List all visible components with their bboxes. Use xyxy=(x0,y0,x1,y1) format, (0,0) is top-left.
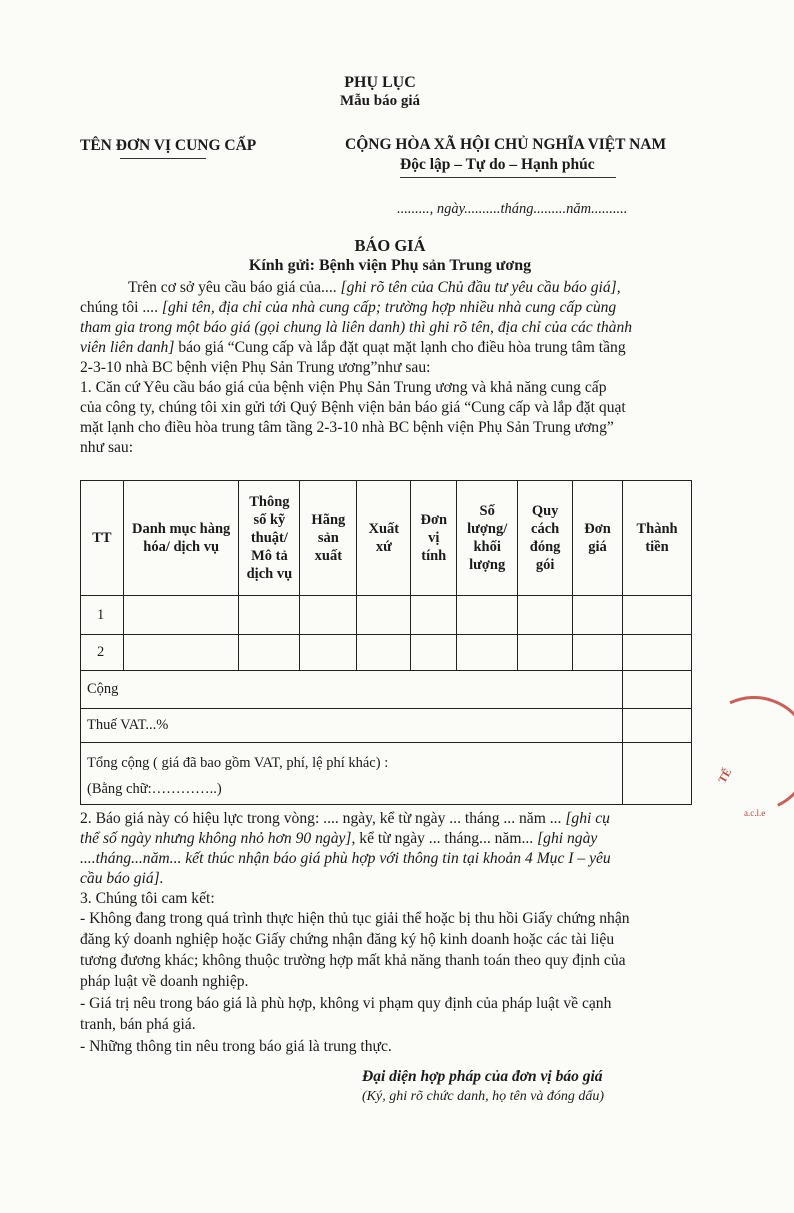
supplier-underline xyxy=(120,158,206,159)
appendix-title: PHỤ LỤC xyxy=(344,74,416,91)
col-header-spec: Thông số kỹ thuật/ Mô tả dịch vụ xyxy=(239,481,300,596)
col-header-price: Đơn giá xyxy=(573,481,623,596)
subtotal-row xyxy=(81,671,692,709)
commitment-1-line-3: tương đương khác; không thuộc trường hợp mất khả năng thanh toán theo quy định của xyxy=(80,952,626,969)
section2-line-2: thể số ngày nhưng không nhỏ hơn 90 ngày], kể từ ngày ... tháng... năm... [ghi ngày xyxy=(80,830,598,847)
section2-line-4: cầu báo giá]. xyxy=(80,870,164,887)
vat-row xyxy=(81,709,692,743)
stamp-seal xyxy=(680,680,794,829)
section1-line-3: mặt lạnh cho điều hòa trung tâm tầng 2-3-10 nhà BC bệnh viện Phụ Sản Trung ương” xyxy=(80,419,614,436)
section1-line-2: của công ty, chúng tôi xin gửi tới Quý Bệnh viện bản báo giá “Cung cấp và lắp đặt quạt xyxy=(80,399,626,416)
commitment-1-line-4: pháp luật về doanh nghiệp. xyxy=(80,973,249,990)
total-row xyxy=(81,743,692,805)
date-line: ........., ngày..........tháng.........năm.......... xyxy=(397,201,628,217)
col-header-origin: Xuất xứ xyxy=(357,481,411,596)
section3-heading: 3. Chúng tôi cam kết: xyxy=(80,890,215,907)
commitment-2-line-1: - Giá trị nêu trong báo giá là phù hợp, không vi phạm quy định của pháp luật về cạnh xyxy=(80,995,612,1012)
signature-note: (Ký, ghi rõ chức danh, họ tên và đóng dấu) xyxy=(362,1089,605,1104)
addressee: Kính gửi: Bệnh viện Phụ sản Trung ương xyxy=(248,257,532,274)
intro-line-5: 2-3-10 nhà BC bệnh viện Phụ Sản Trung ương”như sau: xyxy=(80,359,431,376)
col-header-tt: TT xyxy=(81,481,124,596)
section1-line-1: 1. Căn cứ Yêu cầu báo giá của bệnh viện Phụ Sản Trung ương và khả năng cung cấp xyxy=(80,379,607,396)
section1-line-4: như sau: xyxy=(80,439,134,456)
section2-line-1: 2. Báo giá này có hiệu lực trong vòng: .... ngày, kể từ ngày ... tháng ... năm ... [ghi cụ xyxy=(80,810,610,827)
stamp-seal-text: TẾ xyxy=(716,766,735,786)
form-title: Mẫu báo giá xyxy=(339,93,420,109)
commitment-1-line-1: - Không đang trong quá trình thực hiện thủ tục giải thể hoặc bị thu hồi Giấy chứng nhận xyxy=(80,910,630,927)
col-header-item: Danh mục hàng hóa/ dịch vụ xyxy=(123,481,239,596)
total-cell xyxy=(81,743,623,805)
supplier-label: TÊN ĐƠN VỊ CUNG CẤP xyxy=(80,137,257,154)
motto-underline xyxy=(400,177,616,178)
amount-in-words: (Bằng chữ:…………..) xyxy=(87,780,222,797)
intro-line-1: Trên cơ sở yêu cầu báo giá của.... [ghi rõ tên của Chủ đầu tư yêu cầu báo giá], xyxy=(128,279,621,296)
table-row xyxy=(81,635,692,671)
col-header-qty: Số lượng/ khối lượng xyxy=(457,481,518,596)
intro-line-2: chúng tôi .... [ghi tên, địa chỉ của nhà cung cấp; trường hợp nhiều nhà cung cấp cùng xyxy=(80,299,617,316)
country-name: CỘNG HÒA XÃ HỘI CHỦ NGHĨA VIỆT NAM xyxy=(345,136,667,153)
section2-line-3: ....tháng...năm... kết thúc nhận báo giá phù hợp với thông tin tại khoản 4 Mục I – yêu xyxy=(80,850,611,867)
vat-label: Thuế VAT...% xyxy=(81,709,623,743)
intro-line-3: tham gia trong một báo giá (gọi chung là liên danh) thì ghi rõ tên, địa chỉ của các thành xyxy=(80,319,633,336)
stamp-scribble: a.c.l.e xyxy=(744,808,766,818)
table-row xyxy=(81,596,692,635)
document-title: BÁO GIÁ xyxy=(354,236,426,255)
row-number: 2 xyxy=(81,635,124,671)
signature-title: Đại diện hợp pháp của đơn vị báo giá xyxy=(362,1068,603,1085)
col-header-maker: Hãng sản xuất xyxy=(300,481,357,596)
commitment-2-line-2: tranh, bán phá giá. xyxy=(80,1016,196,1033)
table-header-row xyxy=(81,481,692,596)
col-header-amount: Thành tiền xyxy=(623,481,692,596)
subtotal-label: Cộng xyxy=(81,671,623,709)
quote-table xyxy=(80,480,692,805)
col-header-pack: Quy cách đóng gói xyxy=(518,481,573,596)
total-label: Tổng cộng ( giá đã bao gồm VAT, phí, lệ phí khác) : xyxy=(87,754,389,771)
row-number: 1 xyxy=(81,596,124,635)
intro-line-4: viên liên danh] báo giá “Cung cấp và lắp đặt quạt mặt lạnh cho điều hòa trung tâm tầng xyxy=(80,339,626,356)
col-header-unit: Đơn vị tính xyxy=(411,481,457,596)
motto: Độc lập – Tự do – Hạnh phúc xyxy=(400,156,595,173)
commitment-3: - Những thông tin nêu trong báo giá là trung thực. xyxy=(80,1038,392,1055)
commitment-1-line-2: đăng ký doanh nghiệp hoặc Giấy chứng nhận đăng ký hộ kinh doanh hoặc các tài liệu xyxy=(80,931,615,948)
